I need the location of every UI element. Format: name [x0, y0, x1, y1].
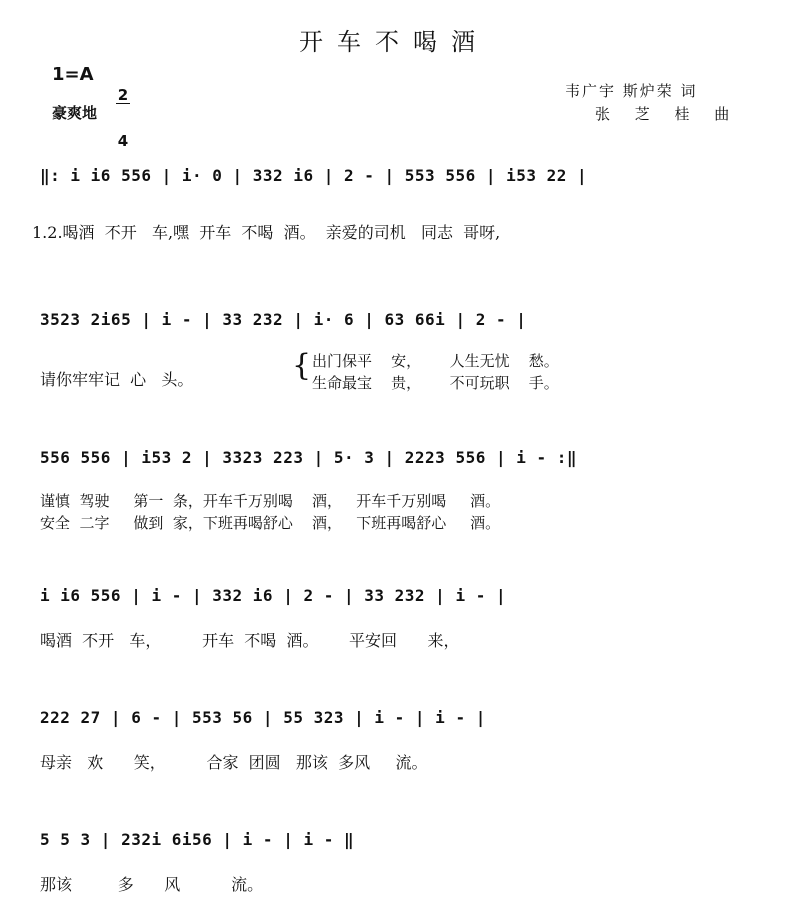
meter-denominator: 4 [117, 132, 129, 150]
lyric-row-1: 1.2.喝酒 不开 车,嘿 开车 不喝 酒。 亲爱的司机 同志 哥呀, [32, 223, 501, 242]
notation-row-6: 5 5 3 | 232i 6i56 | i - | i - ‖ [40, 830, 355, 849]
key-signature: 1=A [52, 64, 94, 85]
staff-row-5 [0, 700, 788, 740]
lyric-row-4: 喝酒 不开 车， 开车 不喝 酒。 平安回 来， [40, 631, 460, 650]
lyricist-credit: 韦广宇 斯炉荣 词 [565, 82, 698, 100]
lyric-row-2-verse-1: 出门保平 安， 人生无忧 愁。 [312, 352, 559, 370]
staff-row-6 [0, 822, 788, 862]
composer-credit: 张 芝 桂 曲 [595, 105, 740, 123]
notation-row-5: 222 27 | 6 - | 553 56 | 55 323 | i - | i - | [40, 708, 486, 727]
song-title: 开车不喝酒 [299, 28, 489, 56]
notation-row-4: i i6 556 | i - | 332 i6 | 2 - | 33 232 | i - | [40, 586, 507, 605]
lyric-row-3-verse-2: 安全 二字 做到 家，下班再喝舒心 酒， 下班再喝舒心 酒。 [40, 514, 501, 532]
tempo-marking: 豪爽地 [52, 104, 98, 122]
meter-numerator: 2 [117, 86, 129, 104]
lyric-row-5: 母亲 欢 笑， 合家 团圆 那该 多风 流。 [40, 753, 428, 772]
lyric-row-6: 那该 多 风 流。 [40, 875, 264, 894]
notation-row-2: 3523 2i65 | i - | 33 232 | i· 6 | 63 66i | 2 - | [40, 310, 527, 329]
staff-row-2 [0, 302, 788, 342]
staff-row-3 [0, 440, 788, 480]
staff-row-1 [0, 158, 788, 198]
lyric-row-2-verse-2: 生命最宝 贵， 不可玩职 手。 [312, 374, 559, 392]
staff-row-4 [0, 578, 788, 618]
notation-row-1: ‖: i i6 556 | i· 0 | 332 i6 | 2 - | 553 556 | i53 22 | [40, 166, 588, 185]
lyric-row-3-verse-1: 谨慎 驾驶 第一 条，开车千万别喝 酒， 开车千万别喝 酒。 [40, 492, 501, 510]
notation-row-3: 556 556 | i53 2 | 3323 223 | 5· 3 | 2223 556 | i - :‖ [40, 448, 578, 467]
verse-brace: { [292, 348, 312, 383]
lyric-row-2-main: 请你牢牢记 心 头。 [40, 370, 194, 389]
